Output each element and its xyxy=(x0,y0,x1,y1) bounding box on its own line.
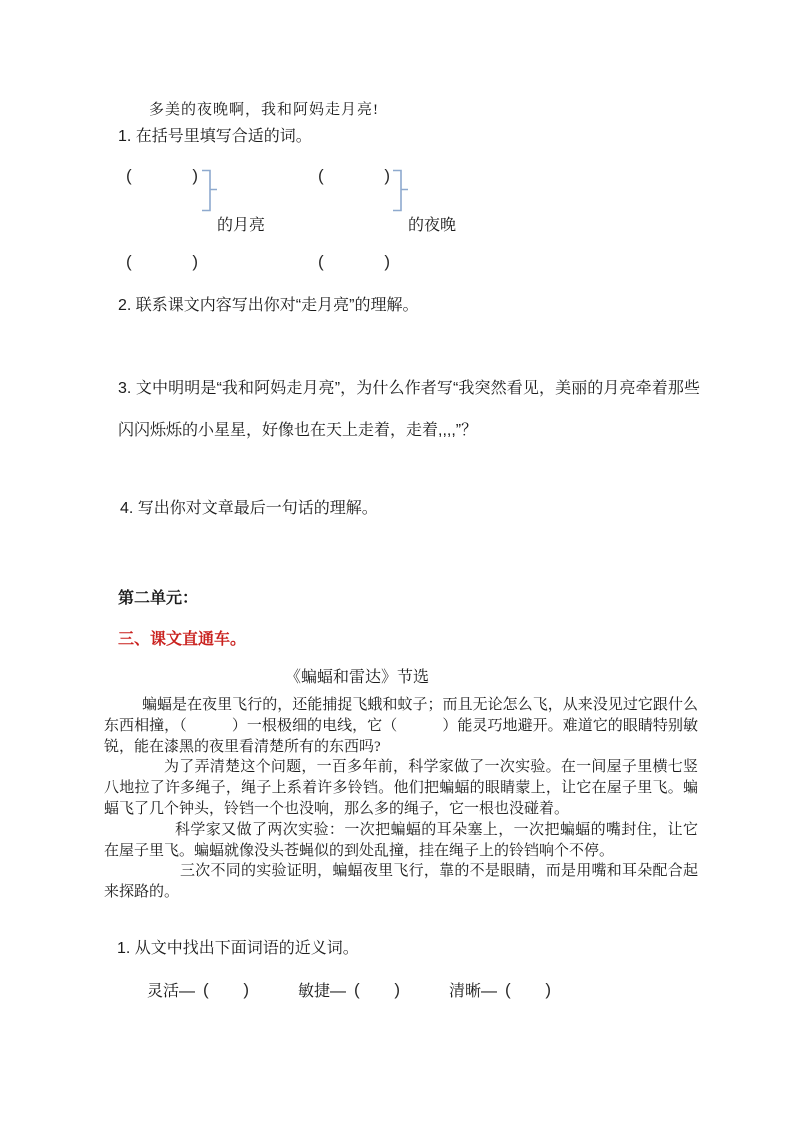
open-paren: ( xyxy=(126,252,132,271)
bracket-pair-top-right xyxy=(318,166,390,186)
bracket-pair xyxy=(203,980,249,1000)
bracket-pair-bottom-left xyxy=(126,252,198,272)
synonym-row xyxy=(147,978,551,1001)
bracket-pair xyxy=(505,980,551,1000)
synonym-item xyxy=(298,978,400,1001)
label-night: 的夜晚 xyxy=(408,217,457,234)
close-paren: ) xyxy=(243,979,250,999)
bracket-pair xyxy=(354,980,400,1000)
bracket-pair-bottom-right xyxy=(318,252,390,272)
close-paren: ) xyxy=(394,979,401,999)
open-paren: ( xyxy=(126,166,132,185)
synonym-item xyxy=(147,978,249,1001)
close-paren: ) xyxy=(384,252,390,271)
curly-brace-icon xyxy=(201,169,218,212)
close-paren: ) xyxy=(192,166,198,185)
question-3: 3. 文中明明是“我和阿妈走月亮”，为什么作者写“我突然看见，美丽的月亮牵着那些闪闪烁烁的小星星，好像也在天上走着，走着,,,,”？ xyxy=(118,380,700,439)
passage-paragraph: 科学家又做了两次实验：一次把蝙蝠的耳朵塞上，一次把蝙蝠的嘴封住，让它在屋子里飞。蝙蝠就像没头苍蝇似的到处乱撞，挂在绳子上的铃铛响个不停。 xyxy=(104,821,698,859)
close-paren: ) xyxy=(545,979,552,999)
question-1: 1. 在括号里填写合适的词。 xyxy=(118,128,312,145)
open-paren: ( xyxy=(354,979,360,999)
curly-brace-icon xyxy=(392,169,409,212)
exercise-prompt: 1. 从文中找出下面词语的近义词。 xyxy=(117,940,359,957)
question-2: 2. 联系课文内容写出你对“走月亮”的理解。 xyxy=(118,297,419,314)
synonym-item xyxy=(449,978,551,1001)
intro-line: 多美的夜晚啊，我和阿妈走月亮! xyxy=(149,102,379,118)
open-paren: ( xyxy=(505,979,511,999)
open-paren: ( xyxy=(203,979,209,999)
synonym-word: 灵活— xyxy=(147,983,196,1000)
synonym-word: 清晰— xyxy=(449,983,498,1000)
passage-paragraph: 蝙蝠是在夜里飞行的，还能捕捉飞蛾和蚊子；而且无论怎么飞，从来没见过它跟什么东西相撞，（ ）一根极细的电线，它（ ）能灵巧地避开。难道它的眼睛特别敏锐，能在漆黑的夜里看清楚所有的东西吗? xyxy=(104,697,698,755)
passage-body xyxy=(104,695,698,903)
section-heading: 三、课文直通车。 xyxy=(118,631,247,648)
synonym-word: 敏捷— xyxy=(298,983,347,1000)
passage-title: 《蝙蝠和雷达》节选 xyxy=(284,669,429,686)
passage-paragraph: 三次不同的实验证明，蝙蝠夜里飞行，靠的不是眼睛，而是用嘴和耳朵配合起来探路的。 xyxy=(104,863,698,901)
close-paren: ) xyxy=(384,166,390,185)
bracket-pair-top-left xyxy=(126,166,198,186)
open-paren: ( xyxy=(318,252,324,271)
unit-heading: 第二单元： xyxy=(118,590,199,607)
question-4: 4. 写出你对文章最后一句话的理解。 xyxy=(120,500,378,517)
open-paren: ( xyxy=(318,166,324,185)
label-moon: 的月亮 xyxy=(217,217,266,234)
passage-paragraph: 为了弄清楚这个问题，一百多年前，科学家做了一次实验。在一间屋子里横七竖八地拉了许多绳子，绳子上系着许多铃铛。他们把蝙蝠的眼睛蒙上，让它在屋子里飞。蝙蝠飞了几个钟头，铃铛一个也没响，那么多的绳子，它一根也没碰着。 xyxy=(104,759,698,817)
close-paren: ) xyxy=(192,252,198,271)
